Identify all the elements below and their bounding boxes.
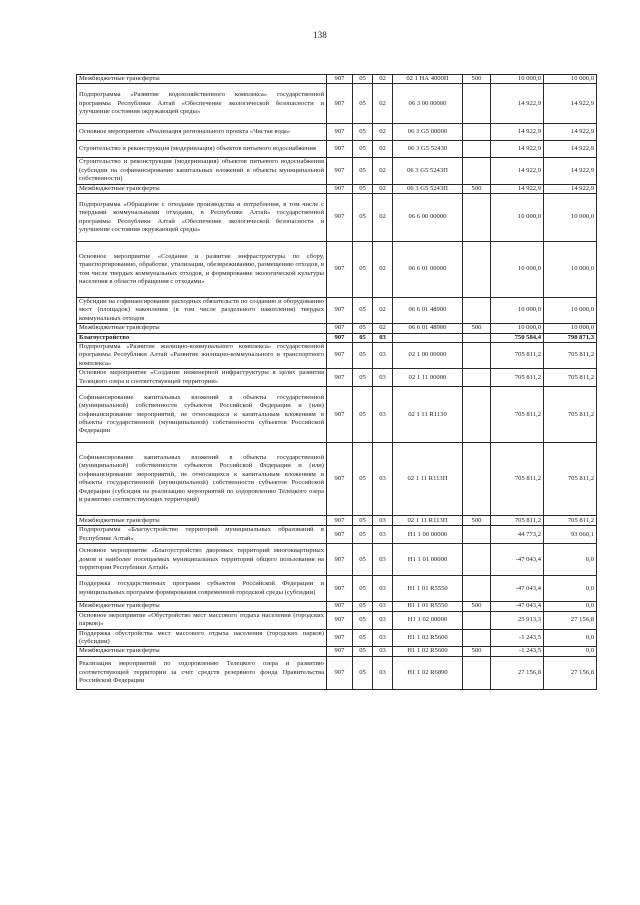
cell-y1: 705 811,2 [491,443,544,516]
cell-vr [463,656,491,689]
table-row [77,242,597,298]
cell-y2: 27 156,8 [544,611,597,629]
cell-pr: 03 [373,611,393,629]
cell-csr: Н1 1 01 R5550 [393,602,463,611]
cell-rz: 05 [353,124,373,141]
cell-csr: 06 3 G5 00000 [393,124,463,141]
cell-pr: 02 [373,84,393,124]
cell-rz: 05 [353,343,373,369]
table-row [77,343,597,369]
cell-y1: 14 922,9 [491,84,544,124]
cell-y1: 705 811,2 [491,369,544,387]
cell-y1: -47 043,4 [491,602,544,611]
cell-rz: 05 [353,647,373,656]
cell-y2: 705 811,2 [544,343,597,369]
table-row [77,298,597,324]
cell-csr: 06 3 G5 52430 [393,141,463,158]
table-row [77,516,597,526]
cell-y1: -1 243,5 [491,647,544,656]
cell-name: Строительство и реконструкция (модернизация) объектов питьевого водоснабжения (субсидии на софинансирование капитальных вложений в объекты муниципальной собственности) [77,158,327,184]
cell-y2: 10 000,0 [544,324,597,333]
table-row [77,387,597,443]
cell-rz: 05 [353,298,373,324]
cell-vr [463,576,491,602]
cell-name: Подпрограмма «Обращение с отходами производства и потребления, в том числе с твердыми коммунальными отходами, в Республике Алтай» государственной программы Республики Алтай «Обеспечение экологической безопасности и улучшение состояния окружающей среды» [77,194,327,242]
cell-y2: 14 922,9 [544,141,597,158]
cell-pr: 03 [373,387,393,443]
cell-csr: 06 6 01 00000 [393,242,463,298]
cell-y1: 14 922,9 [491,124,544,141]
page-number: 138 [313,30,327,40]
cell-rz: 05 [353,526,373,544]
cell-grbs: 907 [327,387,353,443]
cell-y2: 14 922,9 [544,184,597,193]
cell-y2: 14 922,9 [544,158,597,184]
table-row [77,75,597,84]
cell-pr: 03 [373,369,393,387]
cell-y2: 705 811,2 [544,387,597,443]
cell-name: Подпрограмма «Развитие водохозяйственного комплекса» государственной программы Республики Алтай «Обеспечение экологической безопасности и улучшение состояния окружающей среды» [77,84,327,124]
cell-pr: 03 [373,647,393,656]
cell-grbs: 907 [327,184,353,193]
cell-csr: 02 1 11 R113П [393,516,463,526]
cell-y2: 705 811,2 [544,369,597,387]
cell-vr: 500 [463,516,491,526]
cell-name: Поддержка государственных программ субъектов Российской Федерации и муниципальных программ формирования современной городской среды (субсидии) [77,576,327,602]
cell-csr: 02 1 11 R113П [393,443,463,516]
table-row [77,656,597,689]
cell-name: Реализация мероприятий по оздоровлению Телецкого озера и развитию соответствующей территории за счет средств резервного фонда Правительства Российской Федерации [77,656,327,689]
cell-y1: 27 156,8 [491,656,544,689]
cell-rz: 05 [353,611,373,629]
cell-y1: 750 584,4 [491,333,544,342]
cell-vr [463,84,491,124]
table-row [77,333,597,342]
cell-csr: Н1 1 01 00000 [393,544,463,576]
cell-vr [463,443,491,516]
cell-name: Межбюджетные трансферты [77,324,327,333]
cell-csr: 06 3 G5 5243П [393,184,463,193]
cell-pr: 02 [373,298,393,324]
cell-grbs: 907 [327,443,353,516]
cell-csr: Н1 1 01 R5550 [393,576,463,602]
cell-name: Основное мероприятие «Создание инженерной инфраструктуры в целях развития Телецкого озера и соответствующей территории» [77,369,327,387]
cell-y2: 10 000,0 [544,242,597,298]
cell-pr: 03 [373,602,393,611]
cell-grbs: 907 [327,516,353,526]
cell-y1: 10 000,0 [491,75,544,84]
cell-vr [463,242,491,298]
cell-rz: 05 [353,194,373,242]
cell-vr [463,611,491,629]
cell-pr: 03 [373,526,393,544]
cell-grbs: 907 [327,602,353,611]
cell-y2: 705 811,2 [544,443,597,516]
cell-y1: 44 773,2 [491,526,544,544]
cell-y2: 0,0 [544,602,597,611]
cell-y1: 705 811,2 [491,387,544,443]
cell-vr [463,343,491,369]
cell-y1: 10 000,0 [491,324,544,333]
cell-vr [463,544,491,576]
cell-y1: 14 922,9 [491,184,544,193]
cell-vr [463,158,491,184]
cell-y1: 705 811,2 [491,516,544,526]
cell-grbs: 907 [327,544,353,576]
cell-grbs: 907 [327,158,353,184]
cell-rz: 05 [353,84,373,124]
cell-rz: 05 [353,544,373,576]
cell-csr: Н1 1 00 00000 [393,526,463,544]
cell-y2: 14 922,9 [544,124,597,141]
cell-name: Субсидии на софинансирование расходных обязательств по созданию и оборудованию мест (площадок) накопления (в том числе раздельного накопления) твердых коммунальных отходов [77,298,327,324]
table-row [77,611,597,629]
cell-y2: 0,0 [544,629,597,647]
cell-csr: 06 6 00 00000 [393,194,463,242]
cell-y2: 0,0 [544,576,597,602]
cell-rz: 05 [353,141,373,158]
cell-rz: 05 [353,369,373,387]
table-row [77,124,597,141]
cell-grbs: 907 [327,343,353,369]
cell-vr [463,333,491,342]
cell-pr: 02 [373,194,393,242]
cell-name: Основное мероприятие «Обустройство мест массового отдыха населения (городских парков)» [77,611,327,629]
budget-table-body [77,75,597,690]
cell-rz: 05 [353,242,373,298]
cell-pr: 03 [373,333,393,342]
cell-vr: 500 [463,602,491,611]
table-row [77,576,597,602]
cell-grbs: 907 [327,629,353,647]
cell-pr: 03 [373,343,393,369]
cell-y2: 10 000,0 [544,194,597,242]
table-row [77,629,597,647]
cell-name: Поддержка обустройства мест массового отдыха населения (городских парков) (субсидии) [77,629,327,647]
cell-y1: 705 811,2 [491,343,544,369]
table-row [77,369,597,387]
cell-name: Строительство и реконструкция (модернизация) объектов питьевого водоснабжения [77,141,327,158]
cell-y2: 10 000,0 [544,298,597,324]
cell-y1: -47 043,4 [491,544,544,576]
table-row [77,184,597,193]
cell-y2: 10 000,0 [544,75,597,84]
budget-table [76,74,597,690]
cell-rz: 05 [353,324,373,333]
table-row [77,84,597,124]
cell-vr: 500 [463,324,491,333]
cell-vr: 500 [463,647,491,656]
cell-grbs: 907 [327,333,353,342]
cell-csr: 02 1 НА 4000П [393,75,463,84]
cell-rz: 05 [353,387,373,443]
table-row [77,324,597,333]
cell-grbs: 907 [327,324,353,333]
cell-name: Межбюджетные трансферты [77,647,327,656]
cell-grbs: 907 [327,124,353,141]
table-row [77,158,597,184]
cell-csr: 02 1 00 00000 [393,343,463,369]
cell-csr: 06 6 01 48900 [393,324,463,333]
cell-vr: 500 [463,75,491,84]
cell-pr: 03 [373,629,393,647]
cell-vr [463,369,491,387]
cell-y1: -1 243,5 [491,629,544,647]
cell-grbs: 907 [327,75,353,84]
cell-y1: 10 000,0 [491,242,544,298]
cell-y2: 0,0 [544,544,597,576]
cell-grbs: 907 [327,526,353,544]
cell-csr: 02 1 11 R1130 [393,387,463,443]
cell-csr [393,333,463,342]
cell-y1: 14 922,9 [491,158,544,184]
cell-csr: 06 3 G5 5243П [393,158,463,184]
cell-name: Подпрограмма «Благоустройство территорий муниципальных образований в Республике Алтай» [77,526,327,544]
cell-name: Основное мероприятие «Реализация регионального проекта «Чистая вода» [77,124,327,141]
cell-vr [463,194,491,242]
cell-name: Межбюджетные трансферты [77,602,327,611]
cell-rz: 05 [353,184,373,193]
cell-grbs: 907 [327,141,353,158]
cell-rz: 05 [353,576,373,602]
cell-vr [463,629,491,647]
cell-y2: 93 060,1 [544,526,597,544]
cell-y1: -47 043,4 [491,576,544,602]
cell-rz: 05 [353,443,373,516]
cell-grbs: 907 [327,656,353,689]
cell-pr: 02 [373,141,393,158]
cell-name: Межбюджетные трансферты [77,75,327,84]
cell-y2: 798 871,3 [544,333,597,342]
cell-pr: 03 [373,516,393,526]
cell-csr: Н1 1 02 R5600 [393,629,463,647]
cell-y1: 10 000,0 [491,194,544,242]
table-row [77,443,597,516]
cell-y2: 27 156,8 [544,656,597,689]
table-row [77,544,597,576]
cell-pr: 02 [373,324,393,333]
cell-vr [463,526,491,544]
cell-name: Подпрограмма «Развитие жилищно-коммунального комплекса» государственной программы Республики Алтай «Развитие жилищно-коммунального и транспортного комплекса» [77,343,327,369]
cell-pr: 03 [373,656,393,689]
cell-rz: 05 [353,629,373,647]
table-row [77,141,597,158]
cell-name: Межбюджетные трансферты [77,184,327,193]
cell-csr: 06 6 01 48900 [393,298,463,324]
table-row [77,526,597,544]
table-row [77,647,597,656]
cell-name: Софинансирование капитальных вложений в объекты государственной (муниципальной) собственности субъектов Российской Федерации и (или) софинансирование мероприятий, не относящихся к капитальным вложениям в объекты государственной (муниципальной) собственности субъектов Российской Федерации [77,387,327,443]
cell-name: Основное мероприятие «Благоустройство дворовых территорий многоквартирных домов и наиболее посещаемых муниципальных территорий общего пользования на территории Республики Алтай» [77,544,327,576]
cell-rz: 05 [353,158,373,184]
cell-rz: 05 [353,75,373,84]
cell-pr: 03 [373,576,393,602]
cell-name: Межбюджетные трансферты [77,516,327,526]
cell-name: Софинансирование капитальных вложений в объекты государственной (муниципальной) собственности субъектов Российской Федерации и (или) софинансирование мероприятий, не относящихся к капитальным вложениям в объекты государственной (муниципальной) собственности субъектов Российской Федерации (субсидия на реализацию мероприятий по оздоровлению Телецкого озера и развитию соответствующих территорий) [77,443,327,516]
cell-csr: Н1 1 02 00000 [393,611,463,629]
cell-y1: 10 000,0 [491,298,544,324]
cell-rz: 05 [353,602,373,611]
cell-csr: 06 3 00 00000 [393,84,463,124]
cell-rz: 05 [353,656,373,689]
cell-grbs: 907 [327,576,353,602]
cell-grbs: 907 [327,611,353,629]
cell-pr: 02 [373,124,393,141]
cell-csr: Н1 1 02 R5600 [393,647,463,656]
cell-grbs: 907 [327,647,353,656]
cell-y1: 14 922,9 [491,141,544,158]
cell-y2: 14 922,9 [544,84,597,124]
cell-pr: 02 [373,184,393,193]
cell-pr: 02 [373,242,393,298]
cell-grbs: 907 [327,84,353,124]
cell-grbs: 907 [327,242,353,298]
cell-vr [463,141,491,158]
cell-rz: 05 [353,333,373,342]
cell-pr: 02 [373,75,393,84]
cell-grbs: 907 [327,298,353,324]
cell-y2: 705 811,2 [544,516,597,526]
table-row [77,194,597,242]
cell-vr [463,387,491,443]
cell-name: Основное мероприятие «Создание и развитие инфраструктуры по сбору, транспортированию, обработке, утилизации, обезвреживанию, размещению отходов, в том числе твердых коммунальных отходов, и формирование экологической культуры населения в области обращения с отходами» [77,242,327,298]
cell-y1: 25 913,3 [491,611,544,629]
cell-rz: 05 [353,516,373,526]
cell-csr: 02 1 11 00000 [393,369,463,387]
cell-vr: 500 [463,184,491,193]
cell-grbs: 907 [327,194,353,242]
cell-csr: Н1 1 02 R6890 [393,656,463,689]
cell-pr: 03 [373,443,393,516]
cell-name: Благоустройство [77,333,327,342]
cell-grbs: 907 [327,369,353,387]
cell-vr [463,298,491,324]
cell-pr: 03 [373,544,393,576]
cell-pr: 02 [373,158,393,184]
cell-y2: 0,0 [544,647,597,656]
cell-vr [463,124,491,141]
table-row [77,602,597,611]
